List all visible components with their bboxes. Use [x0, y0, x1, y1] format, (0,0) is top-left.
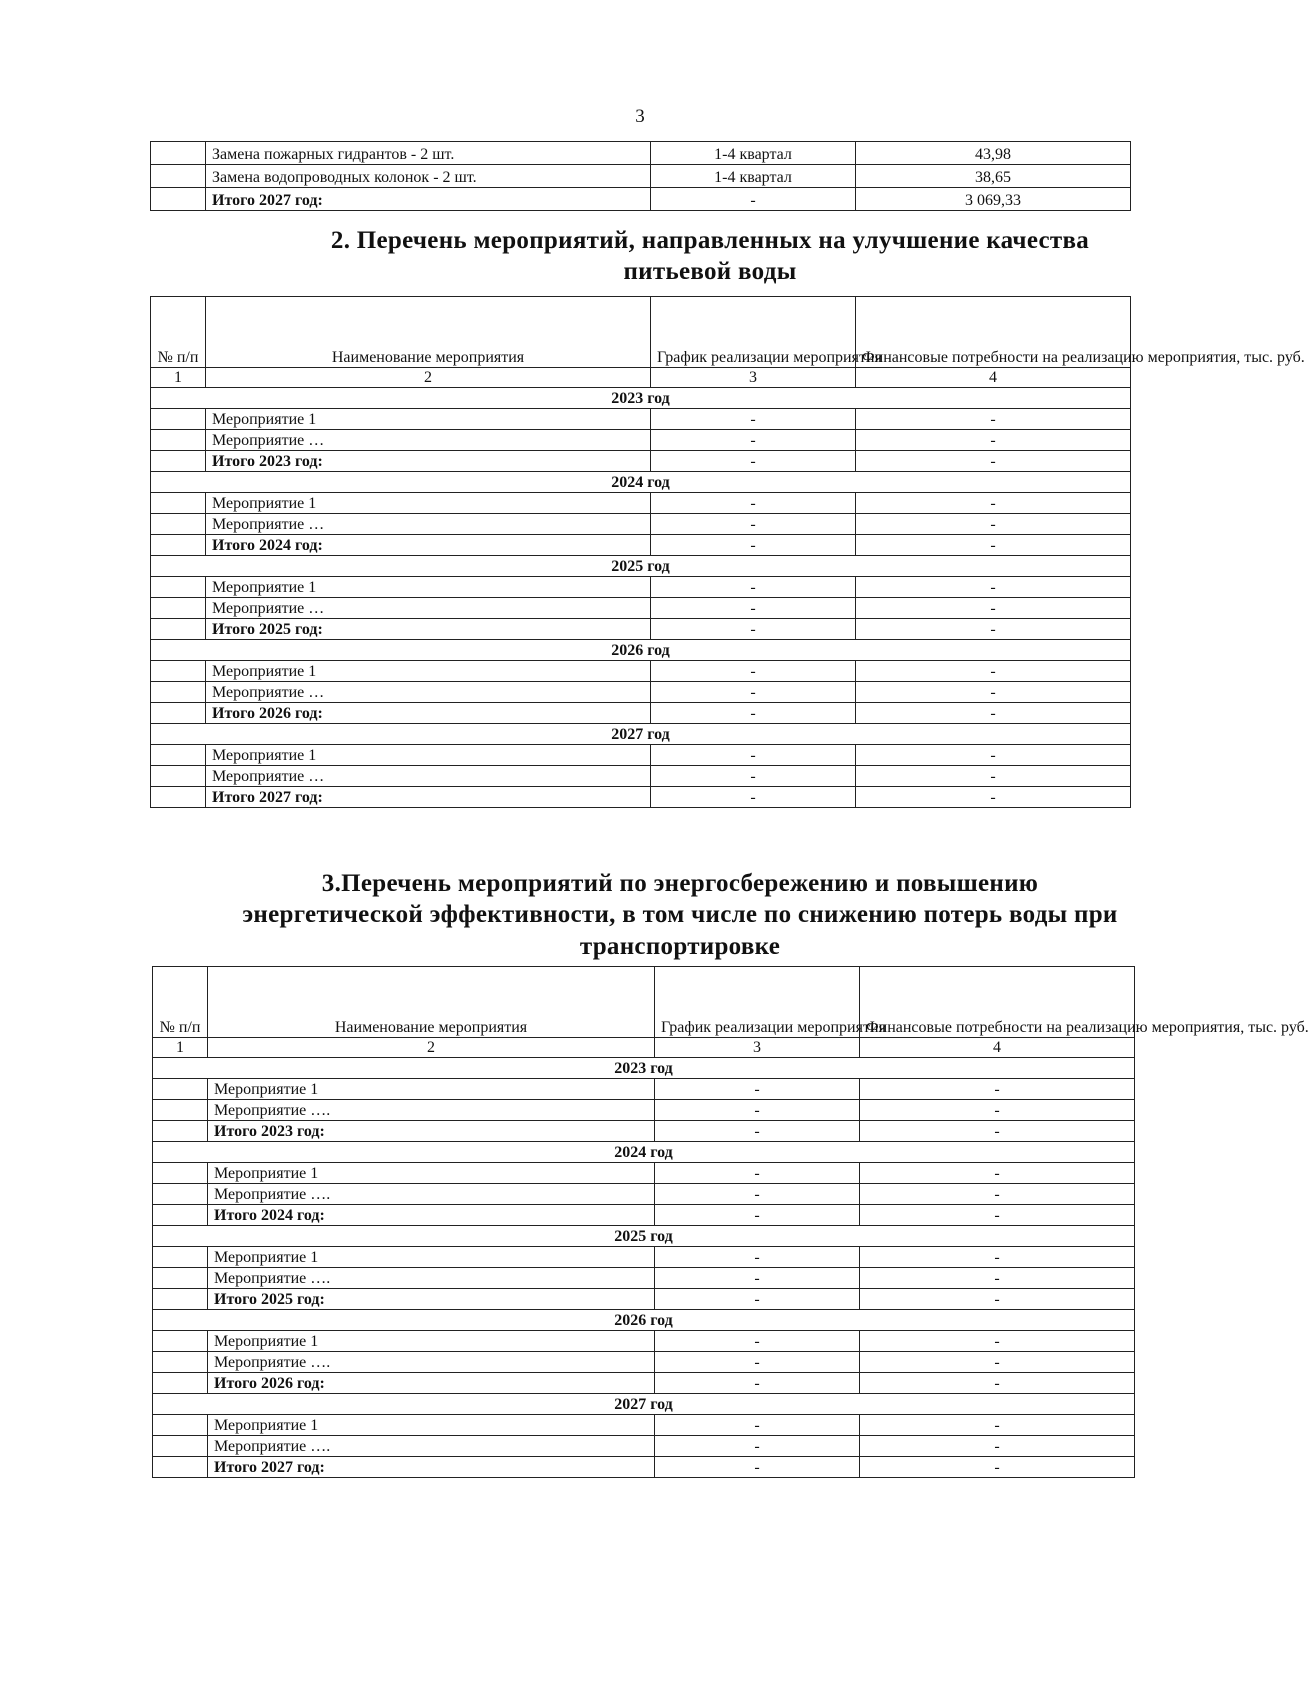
- top-table: [150, 141, 1131, 211]
- schedule-cell: -: [651, 661, 856, 682]
- schedule-cell: -: [655, 1352, 860, 1373]
- table-row: [151, 493, 1131, 514]
- section3-table: [152, 966, 1309, 1478]
- column-numbers-row: [153, 1038, 1135, 1058]
- cost-cell: -: [856, 598, 1131, 619]
- header-schedule: График реализации мероприятия: [651, 297, 856, 368]
- year-row: [153, 1226, 1135, 1247]
- year-label: 2023 год: [153, 1058, 1135, 1079]
- table-row: [151, 165, 1131, 188]
- page-number: 3: [635, 106, 645, 127]
- name-cell: Мероприятие ….: [208, 1100, 655, 1121]
- cost-cell: -: [856, 409, 1131, 430]
- name-cell: Мероприятие …: [206, 430, 651, 451]
- cost-cell: 3 069,33: [856, 188, 1131, 211]
- cost-cell: -: [860, 1205, 1135, 1226]
- name-cell: Мероприятие 1: [208, 1247, 655, 1268]
- year-row: [151, 388, 1131, 409]
- num-cell: [151, 409, 206, 430]
- year-label: 2026 год: [153, 1310, 1135, 1331]
- table-row: [151, 142, 1131, 165]
- schedule-cell: -: [651, 682, 856, 703]
- schedule-cell: 1-4 квартал: [651, 165, 856, 188]
- cost-cell: -: [860, 1184, 1135, 1205]
- table-row: [153, 1331, 1135, 1352]
- header-name: Наименование мероприятия: [206, 297, 651, 368]
- cost-cell: -: [856, 619, 1131, 640]
- schedule-cell: -: [651, 409, 856, 430]
- table-row: [151, 430, 1131, 451]
- col-number: 1: [151, 368, 206, 388]
- table-row: [153, 1079, 1135, 1100]
- num-cell: [153, 1163, 208, 1184]
- schedule-cell: -: [655, 1247, 860, 1268]
- cost-cell: -: [860, 1079, 1135, 1100]
- table-row: [153, 1163, 1135, 1184]
- schedule-cell: -: [655, 1373, 860, 1394]
- num-cell: [153, 1331, 208, 1352]
- header-num: № п/п: [151, 297, 206, 368]
- year-row: [151, 556, 1131, 577]
- header-finance: Финансовые потребности на реализацию мероприятия, тыс. руб.: [860, 967, 1135, 1038]
- cost-cell: -: [856, 451, 1131, 472]
- schedule-cell: -: [651, 577, 856, 598]
- total-label: Итого 2025 год:: [206, 619, 651, 640]
- schedule-cell: -: [655, 1100, 860, 1121]
- num-cell: [153, 1289, 208, 1310]
- total-label: Итого 2024 год:: [208, 1205, 655, 1226]
- name-cell: Мероприятие 1: [208, 1163, 655, 1184]
- cost-cell: -: [856, 430, 1131, 451]
- cost-cell: -: [860, 1436, 1135, 1457]
- name-cell: Мероприятие …: [206, 682, 651, 703]
- table-row: [153, 1415, 1135, 1436]
- total-label: Итого 2024 год:: [206, 535, 651, 556]
- table-row: [153, 1100, 1135, 1121]
- num-cell: [151, 598, 206, 619]
- table-row: [151, 577, 1131, 598]
- name-cell: Мероприятие 1: [208, 1415, 655, 1436]
- col-number: 4: [856, 368, 1131, 388]
- cost-cell: 38,65: [856, 165, 1131, 188]
- cost-cell: -: [856, 682, 1131, 703]
- num-cell: [153, 1268, 208, 1289]
- num-cell: [153, 1247, 208, 1268]
- schedule-cell: -: [651, 430, 856, 451]
- year-row: [151, 640, 1131, 661]
- year-row: [151, 472, 1131, 493]
- year-label: 2026 год: [151, 640, 1131, 661]
- name-cell: Мероприятие 1: [206, 409, 651, 430]
- col-number: 2: [208, 1038, 655, 1058]
- table-row: [153, 1184, 1135, 1205]
- cost-cell: -: [860, 1331, 1135, 1352]
- schedule-cell: -: [651, 535, 856, 556]
- name-cell: Мероприятие 1: [208, 1079, 655, 1100]
- schedule-cell: -: [651, 619, 856, 640]
- table-row: [151, 682, 1131, 703]
- num-cell: [151, 493, 206, 514]
- num-cell: [151, 451, 206, 472]
- col-number: 3: [655, 1038, 860, 1058]
- name-cell: Мероприятие 1: [206, 661, 651, 682]
- num-cell: [151, 188, 206, 211]
- table-row: [151, 661, 1131, 682]
- schedule-cell: -: [651, 493, 856, 514]
- name-cell: Мероприятие ….: [208, 1436, 655, 1457]
- name-cell: Мероприятие 1: [208, 1331, 655, 1352]
- table-row: [151, 766, 1131, 787]
- total-label: Итого 2025 год:: [208, 1289, 655, 1310]
- cost-cell: -: [860, 1163, 1135, 1184]
- name-cell: Мероприятие …: [206, 514, 651, 535]
- num-cell: [151, 703, 206, 724]
- cost-cell: -: [860, 1268, 1135, 1289]
- cost-cell: -: [856, 745, 1131, 766]
- year-label: 2024 год: [151, 472, 1131, 493]
- cost-cell: -: [856, 535, 1131, 556]
- cost-cell: -: [856, 514, 1131, 535]
- column-numbers-row: [151, 368, 1131, 388]
- num-cell: [151, 661, 206, 682]
- header-name: Наименование мероприятия: [208, 967, 655, 1038]
- year-label: 2027 год: [151, 724, 1131, 745]
- year-row: [153, 1058, 1135, 1079]
- num-cell: [151, 787, 206, 808]
- num-cell: [153, 1373, 208, 1394]
- name-cell: Мероприятие ….: [208, 1352, 655, 1373]
- num-cell: [153, 1457, 208, 1478]
- table-row: [153, 1247, 1135, 1268]
- total-label: Итого 2027 год:: [206, 787, 651, 808]
- name-cell: Мероприятие …: [206, 598, 651, 619]
- total-row: [151, 451, 1131, 472]
- num-cell: [151, 577, 206, 598]
- year-label: 2023 год: [151, 388, 1131, 409]
- schedule-cell: -: [655, 1184, 860, 1205]
- year-label: 2024 год: [153, 1142, 1135, 1163]
- year-row: [153, 1394, 1135, 1415]
- table-row: [151, 745, 1131, 766]
- total-row: [151, 188, 1131, 211]
- schedule-cell: -: [655, 1457, 860, 1478]
- cost-cell: -: [860, 1457, 1135, 1478]
- section2-title: 2. Перечень мероприятий, направленных на улучшение качества питьевой воды: [330, 227, 1090, 286]
- year-label: 2025 год: [151, 556, 1131, 577]
- cost-cell: -: [860, 1121, 1135, 1142]
- cost-cell: -: [856, 703, 1131, 724]
- total-row: [151, 535, 1131, 556]
- total-label: Итого 2026 год:: [206, 703, 651, 724]
- cost-cell: -: [860, 1373, 1135, 1394]
- table-row: [151, 409, 1131, 430]
- schedule-cell: -: [651, 514, 856, 535]
- header-row: [151, 297, 1131, 368]
- section3-title: 3.Перечень мероприятий по энергосбережению и повышению энергетической эффективности, в том числе по снижению потерь воды при транспортировке: [242, 870, 1118, 960]
- schedule-cell: -: [655, 1289, 860, 1310]
- num-cell: [153, 1184, 208, 1205]
- total-label: Итого 2027 год:: [206, 188, 651, 211]
- table-row: [151, 598, 1131, 619]
- cost-cell: -: [856, 661, 1131, 682]
- num-cell: [153, 1415, 208, 1436]
- name-cell: Мероприятие 1: [206, 577, 651, 598]
- schedule-cell: -: [655, 1205, 860, 1226]
- total-row: [153, 1373, 1135, 1394]
- year-label: 2027 год: [153, 1394, 1135, 1415]
- cost-cell: 43,98: [856, 142, 1131, 165]
- schedule-cell: -: [651, 787, 856, 808]
- table-row: [153, 1436, 1135, 1457]
- schedule-cell: -: [651, 451, 856, 472]
- num-cell: [151, 514, 206, 535]
- name-cell: Мероприятие ….: [208, 1268, 655, 1289]
- name-cell: Замена водопроводных колонок - 2 шт.: [206, 165, 651, 188]
- name-cell: Мероприятие 1: [206, 745, 651, 766]
- section2-table: [150, 296, 1305, 808]
- header-finance: Финансовые потребности на реализацию мероприятия, тыс. руб.: [856, 297, 1131, 368]
- schedule-cell: -: [655, 1436, 860, 1457]
- total-row: [151, 703, 1131, 724]
- schedule-cell: -: [651, 745, 856, 766]
- table-row: [153, 1352, 1135, 1373]
- year-row: [153, 1310, 1135, 1331]
- num-cell: [151, 619, 206, 640]
- cost-cell: -: [856, 493, 1131, 514]
- name-cell: Мероприятие 1: [206, 493, 651, 514]
- schedule-cell: -: [651, 766, 856, 787]
- schedule-cell: -: [655, 1268, 860, 1289]
- year-label: 2025 год: [153, 1226, 1135, 1247]
- col-number: 4: [860, 1038, 1135, 1058]
- cost-cell: -: [860, 1289, 1135, 1310]
- num-cell: [153, 1079, 208, 1100]
- year-row: [151, 724, 1131, 745]
- cost-cell: -: [860, 1415, 1135, 1436]
- total-row: [153, 1205, 1135, 1226]
- total-label: Итого 2027 год:: [208, 1457, 655, 1478]
- schedule-cell: -: [655, 1415, 860, 1436]
- schedule-cell: 1-4 квартал: [651, 142, 856, 165]
- total-row: [153, 1121, 1135, 1142]
- cost-cell: -: [856, 787, 1131, 808]
- schedule-cell: -: [651, 703, 856, 724]
- schedule-cell: -: [651, 598, 856, 619]
- cost-cell: -: [856, 577, 1131, 598]
- total-row: [151, 619, 1131, 640]
- name-cell: Мероприятие …: [206, 766, 651, 787]
- total-label: Итого 2026 год:: [208, 1373, 655, 1394]
- schedule-cell: -: [655, 1121, 860, 1142]
- total-label: Итого 2023 год:: [206, 451, 651, 472]
- name-cell: Мероприятие ….: [208, 1184, 655, 1205]
- num-cell: [151, 682, 206, 703]
- col-number: 3: [651, 368, 856, 388]
- total-row: [151, 787, 1131, 808]
- total-label: Итого 2023 год:: [208, 1121, 655, 1142]
- num-cell: [153, 1205, 208, 1226]
- schedule-cell: -: [655, 1079, 860, 1100]
- cost-cell: -: [860, 1100, 1135, 1121]
- col-number: 2: [206, 368, 651, 388]
- year-row: [153, 1142, 1135, 1163]
- col-number: 1: [153, 1038, 208, 1058]
- num-cell: [153, 1352, 208, 1373]
- total-row: [153, 1289, 1135, 1310]
- num-cell: [153, 1436, 208, 1457]
- num-cell: [151, 745, 206, 766]
- cost-cell: -: [860, 1247, 1135, 1268]
- schedule-cell: -: [651, 188, 856, 211]
- schedule-cell: -: [655, 1163, 860, 1184]
- num-cell: [153, 1100, 208, 1121]
- name-cell: Замена пожарных гидрантов - 2 шт.: [206, 142, 651, 165]
- header-row: [153, 967, 1135, 1038]
- table-row: [153, 1268, 1135, 1289]
- total-row: [153, 1457, 1135, 1478]
- num-cell: [151, 766, 206, 787]
- num-cell: [151, 142, 206, 165]
- num-cell: [151, 430, 206, 451]
- header-schedule: График реализации мероприятия: [655, 967, 860, 1038]
- cost-cell: -: [860, 1352, 1135, 1373]
- cost-cell: -: [856, 766, 1131, 787]
- num-cell: [151, 535, 206, 556]
- num-cell: [151, 165, 206, 188]
- schedule-cell: -: [655, 1331, 860, 1352]
- num-cell: [153, 1121, 208, 1142]
- table-row: [151, 514, 1131, 535]
- header-num: № п/п: [153, 967, 208, 1038]
